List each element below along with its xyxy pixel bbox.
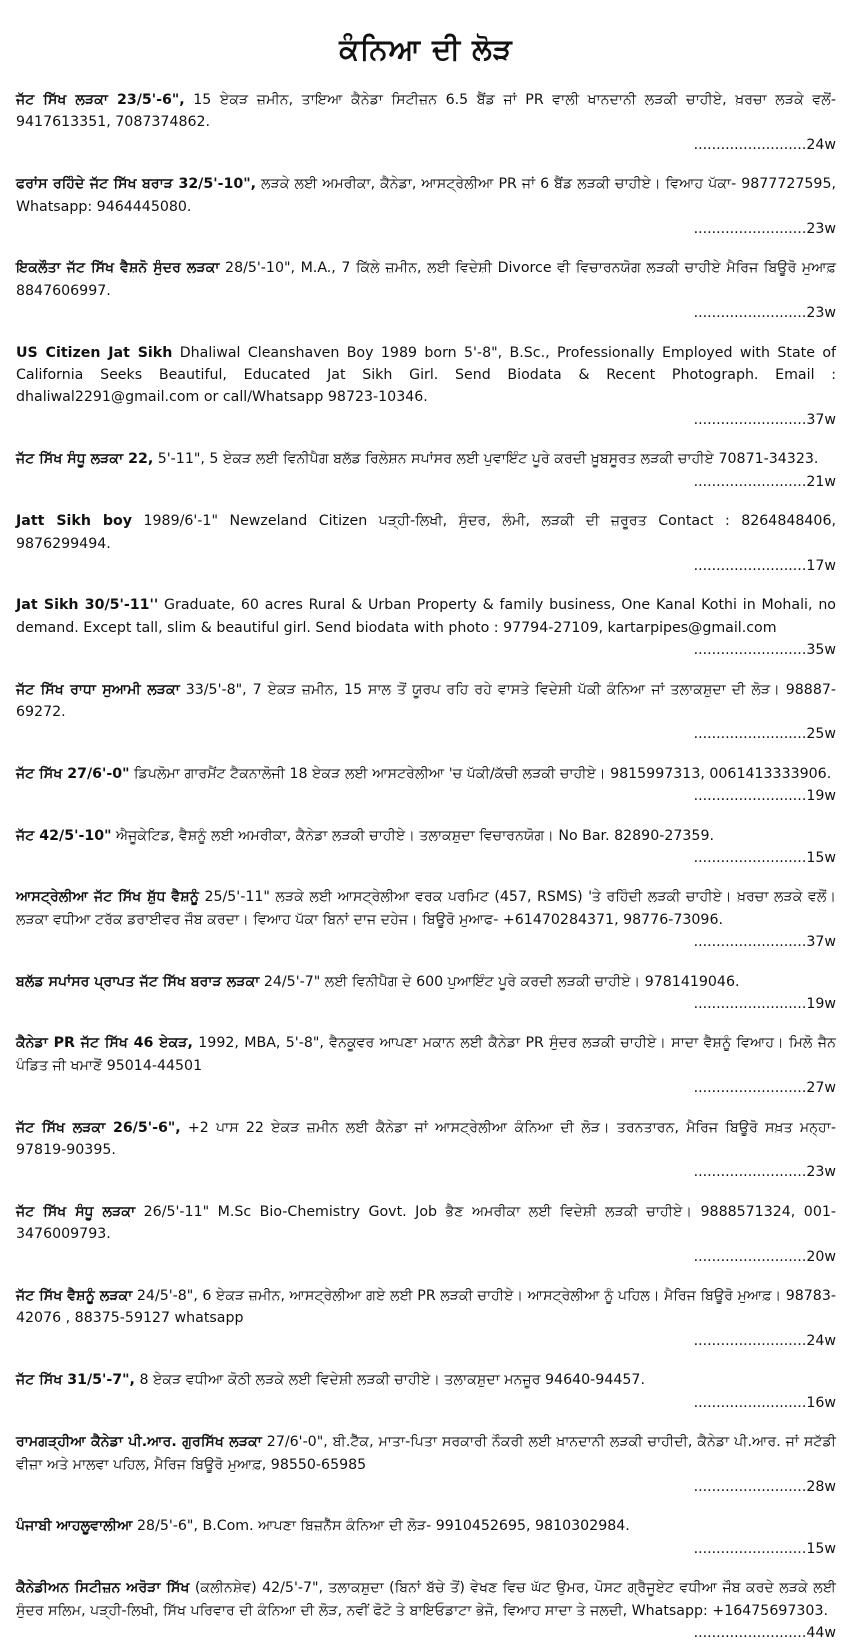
dot-leader: .........................: [693, 1248, 807, 1265]
ad-text: [16, 1032, 836, 1077]
ad-lead: ਫਰਾਂਸ ਰਹਿੰਦੇ ਜੱਟ ਸਿੱਖ ਬਰਾੜ 32/5'-10",: [16, 176, 256, 193]
ad-lead: ਜੱਟ ਸਿੱਖ ਸੰਧੂ ਲੜਕਾ: [16, 1203, 136, 1220]
dot-leader: .........................: [693, 305, 807, 322]
ad-text: [16, 1515, 836, 1537]
dot-leader: .........................: [693, 1624, 807, 1641]
ad-entry: [16, 448, 836, 493]
ad-text: [16, 971, 836, 993]
dot-leader: .........................: [693, 557, 807, 574]
ad-entry: [16, 1117, 836, 1184]
ad-entry: [16, 763, 836, 808]
ad-lead: ਆਸਟ੍ਰੇਲੀਆ ਜੱਟ ਸਿੱਖ ਸ਼ੁੱਧ ਵੈਸ਼ਨੂੰ: [16, 889, 199, 906]
dot-leader: .........................: [693, 726, 807, 743]
ad-lead: ਜੱਟ ਸਿੱਖ ਲੜਕਾ 23/5'-6",: [16, 92, 185, 108]
ad-body: 26/5'-11" M.Sc Bio-Chemistry Govt. Job ਭੈਣ ਅਮਰੀਕਾ ਲਈ ਵਿਦੇਸ਼ੀ ਲੜਕੀ ਚਾਹੀਏ। 9888571324, 001-3476009793.: [16, 1203, 836, 1243]
dot-leader: .........................: [693, 642, 807, 659]
dot-leader: .........................: [693, 1478, 807, 1495]
ad-entry: [16, 89, 836, 156]
ad-body: Dhaliwal Cleanshaven Boy 1989 born 5'-8", B.Sc., Professionally Employed with State of California Seeks Beautiful, Educated Jat Sikh Girl. Send Biodata & Recent Photograph. Email : dhaliwal2291@gmail.com or call/Whatsapp 98723-10346.: [16, 344, 836, 406]
dot-leader: .........................: [693, 788, 807, 805]
ad-text: [16, 825, 836, 847]
ad-code: 21w: [806, 473, 836, 490]
ad-entry: [16, 257, 836, 324]
ad-code: 35w: [806, 642, 836, 659]
ad-body: 25/5'-11" ਲੜਕੇ ਲਈ ਆਸਟ੍ਰੇਲੀਆ ਵਰਕ ਪਰਮਿਟ (457, RSMS) 'ਤੇ ਰਹਿੰਦੀ ਲੜਕੀ ਚਾਹੀਏ। ਖ਼ਰਚਾ ਲੜਕੇ ਵਲੋਂ। ਲੜਕਾ ਵਧੀਆ ਟਰੱਕ ਡਰਾਈਵਰ ਜੌਬ ਕਰਦਾ। ਵਿਆਹ ਪੱਕਾ ਬਿਨਾਂ ਦਾਜ ਦਹੇਜ। ਬਿਊਰੋ ਮੁਆਫ- +61470284371, 98776-73096.: [16, 889, 837, 928]
ad-code: 24w: [806, 1332, 836, 1349]
ad-entry: [16, 1032, 836, 1099]
ad-lead: ਰਾਮਗੜ੍ਹੀਆ ਕੈਨੇਡਾ ਪੀ.ਆਰ. ਗੁਰਸਿੱਖ ਲੜਕਾ: [16, 1434, 262, 1451]
ad-code: 27w: [806, 1080, 836, 1097]
ad-code-line: [16, 1622, 836, 1644]
ad-body: 24/5'-8", 6 ਏਕੜ ਜ਼ਮੀਨ, ਆਸਟ੍ਰੇਲੀਆ ਗਏ ਲਈ PR ਲੜਕੀ ਚਾਹੀਏ। ਆਸਟ੍ਰੇਲੀਆ ਨੂੰ ਪਹਿਲ। ਮੈਰਿਜ ਬਿਊਰੋ ਮੁਆਫ਼। 98783-42076 , 88375-59127 whatsapp: [16, 1288, 836, 1327]
ad-body: 24/5'-7" ਲਈ ਵਿਨੀਪੈਗ ਦੇ 600 ਪੁਆਇੰਟ ਪੂਰੇ ਕਰਦੀ ਲੜਕੀ ਚਾਹੀਏ। 9781419046.: [259, 973, 740, 990]
ad-code: 23w: [806, 221, 836, 238]
ad-lead: Jatt Sikh boy: [16, 513, 133, 530]
dot-leader: .........................: [693, 1540, 807, 1557]
ad-text: [16, 89, 836, 134]
ad-body: ਐਜੂਕੇਟਿਡ, ਵੈਸ਼ਨੂੰ ਲਈ ਅਮਰੀਕਾ, ਕੈਨੇਡਾ ਲੜਕੀ ਚਾਹੀਏ। ਤਲਾਕਸ਼ੁਦਾ ਵਿਚਾਰਨਯੋਗ। No Bar. 82890-27359.: [111, 827, 715, 844]
ad-lead: ਜੱਟ ਸਿੱਖ 31/5'-7",: [16, 1372, 135, 1389]
ad-lead: ਜੱਟ ਸਿੱਖ ਸੰਧੂ ਲੜਕਾ 22,: [16, 451, 154, 468]
ad-code-line: [16, 1330, 836, 1352]
dot-leader: .........................: [693, 1394, 807, 1411]
ad-body: 1989/6'-1" Newzeland Citizen ਪੜ੍ਹੀ-ਲਿਖੀ, ਸੁੰਦਰ, ਲੰਮੀ, ਲੜਕੀ ਦੀ ਜ਼ਰੂਰਤ Contact : 8264848406, 9876299494.: [16, 513, 836, 552]
ad-body: 15 ਏਕੜ ਜ਼ਮੀਨ, ਤਾਇਆ ਕੈਨੇਡਾ ਸਿਟੀਜ਼ਨ 6.5 ਬੈਂਡ ਜਾਂ PR ਵਾਲੀ ਖਾਨਦਾਨੀ ਲੜਕੀ ਚਾਹੀਏ, ਖ਼ਰਚਾ ਲੜਕੇ ਵਲੋਂ- 9417613351, 7087374862.: [16, 92, 836, 131]
ad-code-line: [16, 723, 836, 745]
ad-text: [16, 1369, 836, 1391]
ad-code-line: [16, 993, 836, 1015]
ad-text: [16, 594, 836, 639]
dot-leader: .........................: [693, 1164, 807, 1181]
ad-lead: Jat Sikh 30/5'-11'': [16, 597, 159, 614]
ad-lead: ਜੱਟ 42/5'-10": [16, 827, 112, 844]
ad-lead: ਜੱਟ ਸਿੱਖ ਲੜਕਾ 26/5'-6",: [16, 1119, 181, 1136]
ad-lead: US Citizen Jat Sikh: [16, 344, 173, 361]
ad-code-line: [16, 134, 836, 156]
ad-text: [16, 257, 836, 302]
ad-code-line: [16, 1077, 836, 1099]
ad-code: 15w: [806, 1540, 836, 1557]
ad-text: [16, 1117, 836, 1162]
ad-code-line: [16, 931, 836, 953]
dot-leader: .........................: [693, 473, 807, 490]
ad-code-line: [16, 409, 836, 431]
ad-body: (ਕਲੀਨਸ਼ੇਵ) 42/5'-7", ਤਲਾਕਸ਼ੁਦਾ (ਬਿਨਾਂ ਬੱਚੇ ਤੋਂ) ਵੇਖਣ ਵਿਚ ਘੱਟ ਉਮਰ, ਪੋਸਟ ਗ੍ਰੈਜੂਏਟ ਵਧੀਆ ਜੌਬ ਕਰਦੇ ਲੜਕੇ ਲਈ ਸੁੰਦਰ ਸਲਿਮ, ਪੜ੍ਹੀ-ਲਿਖੀ, ਸਿੱਖ ਪਰਿਵਾਰ ਦੀ ਕੰਨਿਆ ਦੀ ਲੋੜ, ਨਵੀਂ ਫੋਟੋ ਤੇ ਬਾਇਓਡਾਟਾ ਭੇਜੋ, ਵਿਆਹ ਸਾਦਾ ਤੇ ਜਲਦੀ, Whatsapp: +16475697303.: [16, 1580, 836, 1619]
ad-code: 20w: [806, 1248, 836, 1265]
ad-lead: ਬਲੱਡ ਸਪਾਂਸਰ ਪ੍ਰਾਪਤ ਜੱਟ ਸਿੱਖ ਬਰਾੜ ਲੜਕਾ: [16, 973, 260, 990]
ad-lead: ਜੱਟ ਸਿੱਖ ਵੈਸ਼ਨੂੰ ਲੜਕਾ: [16, 1288, 133, 1305]
ad-code: 23w: [806, 305, 836, 322]
ad-body: 8 ਏਕੜ ਵਧੀਆ ਕੋਠੀ ਲੜਕੇ ਲਈ ਵਿਦੇਸ਼ੀ ਲੜਕੀ ਚਾਹੀਏ। ਤਲਾਕਸ਼ੁਦਾ ਮਨਜ਼ੂਰ 94640-94457.: [134, 1372, 645, 1389]
ad-code: 23w: [806, 1164, 836, 1181]
ad-list: [16, 89, 836, 1644]
ad-code: 37w: [806, 934, 836, 951]
ad-code: 28w: [806, 1478, 836, 1495]
ad-body: 33/5'-8", 7 ਏਕੜ ਜ਼ਮੀਨ, 15 ਸਾਲ ਤੋਂ ਯੂਰਪ ਰਹਿ ਰਹੇ ਵਾਸਤੇ ਵਿਦੇਸ਼ੀ ਪੱਕੀ ਕੰਨਿਆ ਜਾਂ ਤਲਾਕਸ਼ੁਦਾ ਦੀ ਲੋੜ। 98887-69272.: [16, 681, 836, 720]
ad-entry: [16, 1285, 836, 1352]
ad-body: +2 ਪਾਸ 22 ਏਕੜ ਜ਼ਮੀਨ ਲਈ ਕੈਨੇਡਾ ਜਾਂ ਆਸਟ੍ਰੇਲੀਆ ਕੰਨਿਆ ਦੀ ਲੋੜ। ਤਰਨਤਾਰਨ, ਮੈਰਿਜ ਬਿਊਰੋ ਸਖ਼ਤ ਮਨ੍ਹਾ- 97819-90395.: [16, 1119, 836, 1159]
ad-text: [16, 342, 836, 409]
ad-entry: [16, 1515, 836, 1560]
ad-entry: [16, 1201, 836, 1268]
ad-text: [16, 886, 836, 931]
ad-lead: ਕੈਨੇਡੀਅਨ ਸਿਟੀਜ਼ਨ ਅਰੋੜਾ ਸਿੱਖ: [16, 1580, 190, 1597]
ad-code: 44w: [806, 1624, 836, 1641]
ad-entry: [16, 1369, 836, 1414]
dot-leader: .........................: [693, 411, 807, 428]
ad-code-line: [16, 302, 836, 324]
ad-code: 17w: [806, 557, 836, 574]
ad-body: ਲੜਕੇ ਲਈ ਅਮਰੀਕਾ, ਕੈਨੇਡਾ, ਆਸਟ੍ਰੇਲੀਆ PR ਜਾਂ 6 ਬੈਂਡ ਲੜਕੀ ਚਾਹੀਏ। ਵਿਆਹ ਪੱਕਾ- 9877727595, Whatsapp: 9464445080.: [16, 176, 836, 215]
ad-entry: [16, 679, 836, 746]
ad-code: 19w: [806, 788, 836, 805]
ad-body: 5'-11", 5 ਏਕੜ ਲਈ ਵਿਨੀਪੈਗ ਬਲੱਡ ਰਿਲੇਸ਼ਨ ਸਪਾਂਸਰ ਲਈ ਪੁਵਾਇੰਟ ਪੂਰੇ ਕਰਦੀ ਖ਼ੂਬਸੂਰਤ ਲੜਕੀ ਚਾਹੀਏ 70871-34323.: [153, 451, 819, 468]
ad-entry: [16, 594, 836, 661]
ad-code-line: [16, 1161, 836, 1183]
ad-code-line: [16, 555, 836, 577]
ad-text: [16, 448, 836, 470]
ad-lead: ਪੰਜਾਬੀ ਆਹਲੂਵਾਲੀਆ: [16, 1518, 133, 1535]
ad-lead: ਕੈਨੇਡਾ PR ਜੱਟ ਸਿੱਖ 46 ਏਕੜ,: [16, 1035, 193, 1052]
ad-body: 27/6'-0", ਬੀ.ਟੈੱਕ, ਮਾਤਾ-ਪਿਤਾ ਸਰਕਾਰੀ ਨੌਕਰੀ ਲਈ ਖ਼ਾਨਦਾਨੀ ਲੜਕੀ ਚਾਹੀਦੀ, ਕੈਨੇਡਾ ਪੀ.ਆਰ. ਜਾਂ ਸਟੱਡੀ ਵੀਜ਼ਾ ਅਤੇ ਮਾਲਵਾ ਪਹਿਲ, ਮੈਰਿਜ ਬਿਊਰੋ ਮੁਆਫ਼, 98550-65985: [16, 1434, 837, 1473]
dot-leader: .........................: [693, 1080, 807, 1097]
ad-code-line: [16, 785, 836, 807]
ad-code-line: [16, 471, 836, 493]
dot-leader: .........................: [693, 136, 807, 153]
ad-body: ਡਿਪਲੋਮਾ ਗਾਰਮੈਂਟ ਟੈਕਨਾਲੋਜੀ 18 ਏਕੜ ਲਈ ਆਸਟਰੇਲੀਆ 'ਚ ਪੱਕੀ/ਕੱਚੀ ਲੜਕੀ ਚਾਹੀਏ। 9815997313, 0061413333906.: [129, 765, 832, 782]
ad-lead: ਜੱਟ ਸਿੱਖ ਰਾਧਾ ਸੁਆਮੀ ਲੜਕਾ: [16, 681, 180, 698]
ad-code-line: [16, 1476, 836, 1498]
ad-code: 19w: [806, 996, 836, 1012]
ad-text: [16, 763, 836, 785]
ad-code-line: [16, 1392, 836, 1414]
dot-leader: .........................: [693, 849, 807, 866]
page-title: ਕੰਨਿਆ ਦੀ ਲੋੜ: [339, 32, 513, 66]
ad-body: 28/5'-10", M.A., 7 ਕਿੱਲੇ ਜ਼ਮੀਨ, ਲਈ ਵਿਦੇਸ਼ੀ Divorce ਵੀ ਵਿਚਾਰਨਯੋਗ ਲੜਕੀ ਚਾਹੀਏ ਮੈਰਿਜ ਬਿਊਰੋ ਮੁਆਫ਼ 8847606997.: [16, 260, 836, 299]
ad-code-line: [16, 1538, 836, 1560]
ad-text: [16, 1431, 836, 1476]
ad-lead: ਇਕਲੌਤਾ ਜੱਟ ਸਿੱਖ ਵੈਸ਼ਨੋ ਸੁੰਦਰ ਲੜਕਾ: [16, 260, 220, 277]
ad-code: 24w: [806, 136, 836, 153]
ad-body: 1992, MBA, 5'-8", ਵੈਨਕੂਵਰ ਆਪਣਾ ਮਕਾਨ ਲਈ ਕੈਨੇਡਾ PR ਸੁੰਦਰ ਲੜਕੀ ਚਾਹੀਏ। ਸਾਦਾ ਵੈਸ਼ਨੂੰ ਵਿਆਹ। ਮਿਲੋ ਜੈਨ ਪੰਡਿਤ ਜੀ ਖਮਾਣੋਂ 95014-44501: [16, 1035, 836, 1074]
ad-entry: [16, 1577, 836, 1644]
dot-leader: .........................: [693, 221, 807, 238]
ad-text: [16, 1201, 836, 1246]
ad-text: [16, 510, 836, 555]
ad-entry: [16, 1431, 836, 1498]
ad-text: [16, 1285, 836, 1330]
ad-text: [16, 1577, 836, 1622]
ad-lead: ਜੱਟ ਸਿੱਖ 27/6'-0": [16, 765, 130, 782]
ad-entry: [16, 825, 836, 870]
ad-entry: [16, 971, 836, 1016]
ad-entry: [16, 173, 836, 240]
ad-text: [16, 173, 836, 218]
ad-code-line: [16, 639, 836, 661]
ad-code: 16w: [806, 1394, 836, 1411]
ad-entry: [16, 342, 836, 432]
dot-leader: .........................: [693, 934, 807, 951]
ad-code-line: [16, 218, 836, 240]
ad-body: 28/5'-6", B.Com. ਆਪਣਾ ਬਿਜ਼ਨੈੱਸ ਕੰਨਿਆ ਦੀ ਲੋੜ- 9910452695, 9810302984.: [132, 1518, 630, 1535]
ad-code: 37w: [806, 411, 836, 428]
dot-leader: .........................: [693, 996, 807, 1012]
ad-text: [16, 679, 836, 724]
ad-code-line: [16, 847, 836, 869]
ad-code-line: [16, 1246, 836, 1268]
ad-code: 25w: [806, 726, 836, 743]
ad-body: Graduate, 60 acres Rural & Urban Property & family business, One Kanal Kothi in Mohali, no demand. Except tall, slim & beautiful girl. Send biodata with photo : 97794-27109, kartarpipes@gmail.com: [16, 597, 836, 636]
ad-entry: [16, 886, 836, 953]
ad-code: 15w: [806, 849, 836, 866]
ad-entry: [16, 510, 836, 577]
dot-leader: .........................: [693, 1332, 807, 1349]
